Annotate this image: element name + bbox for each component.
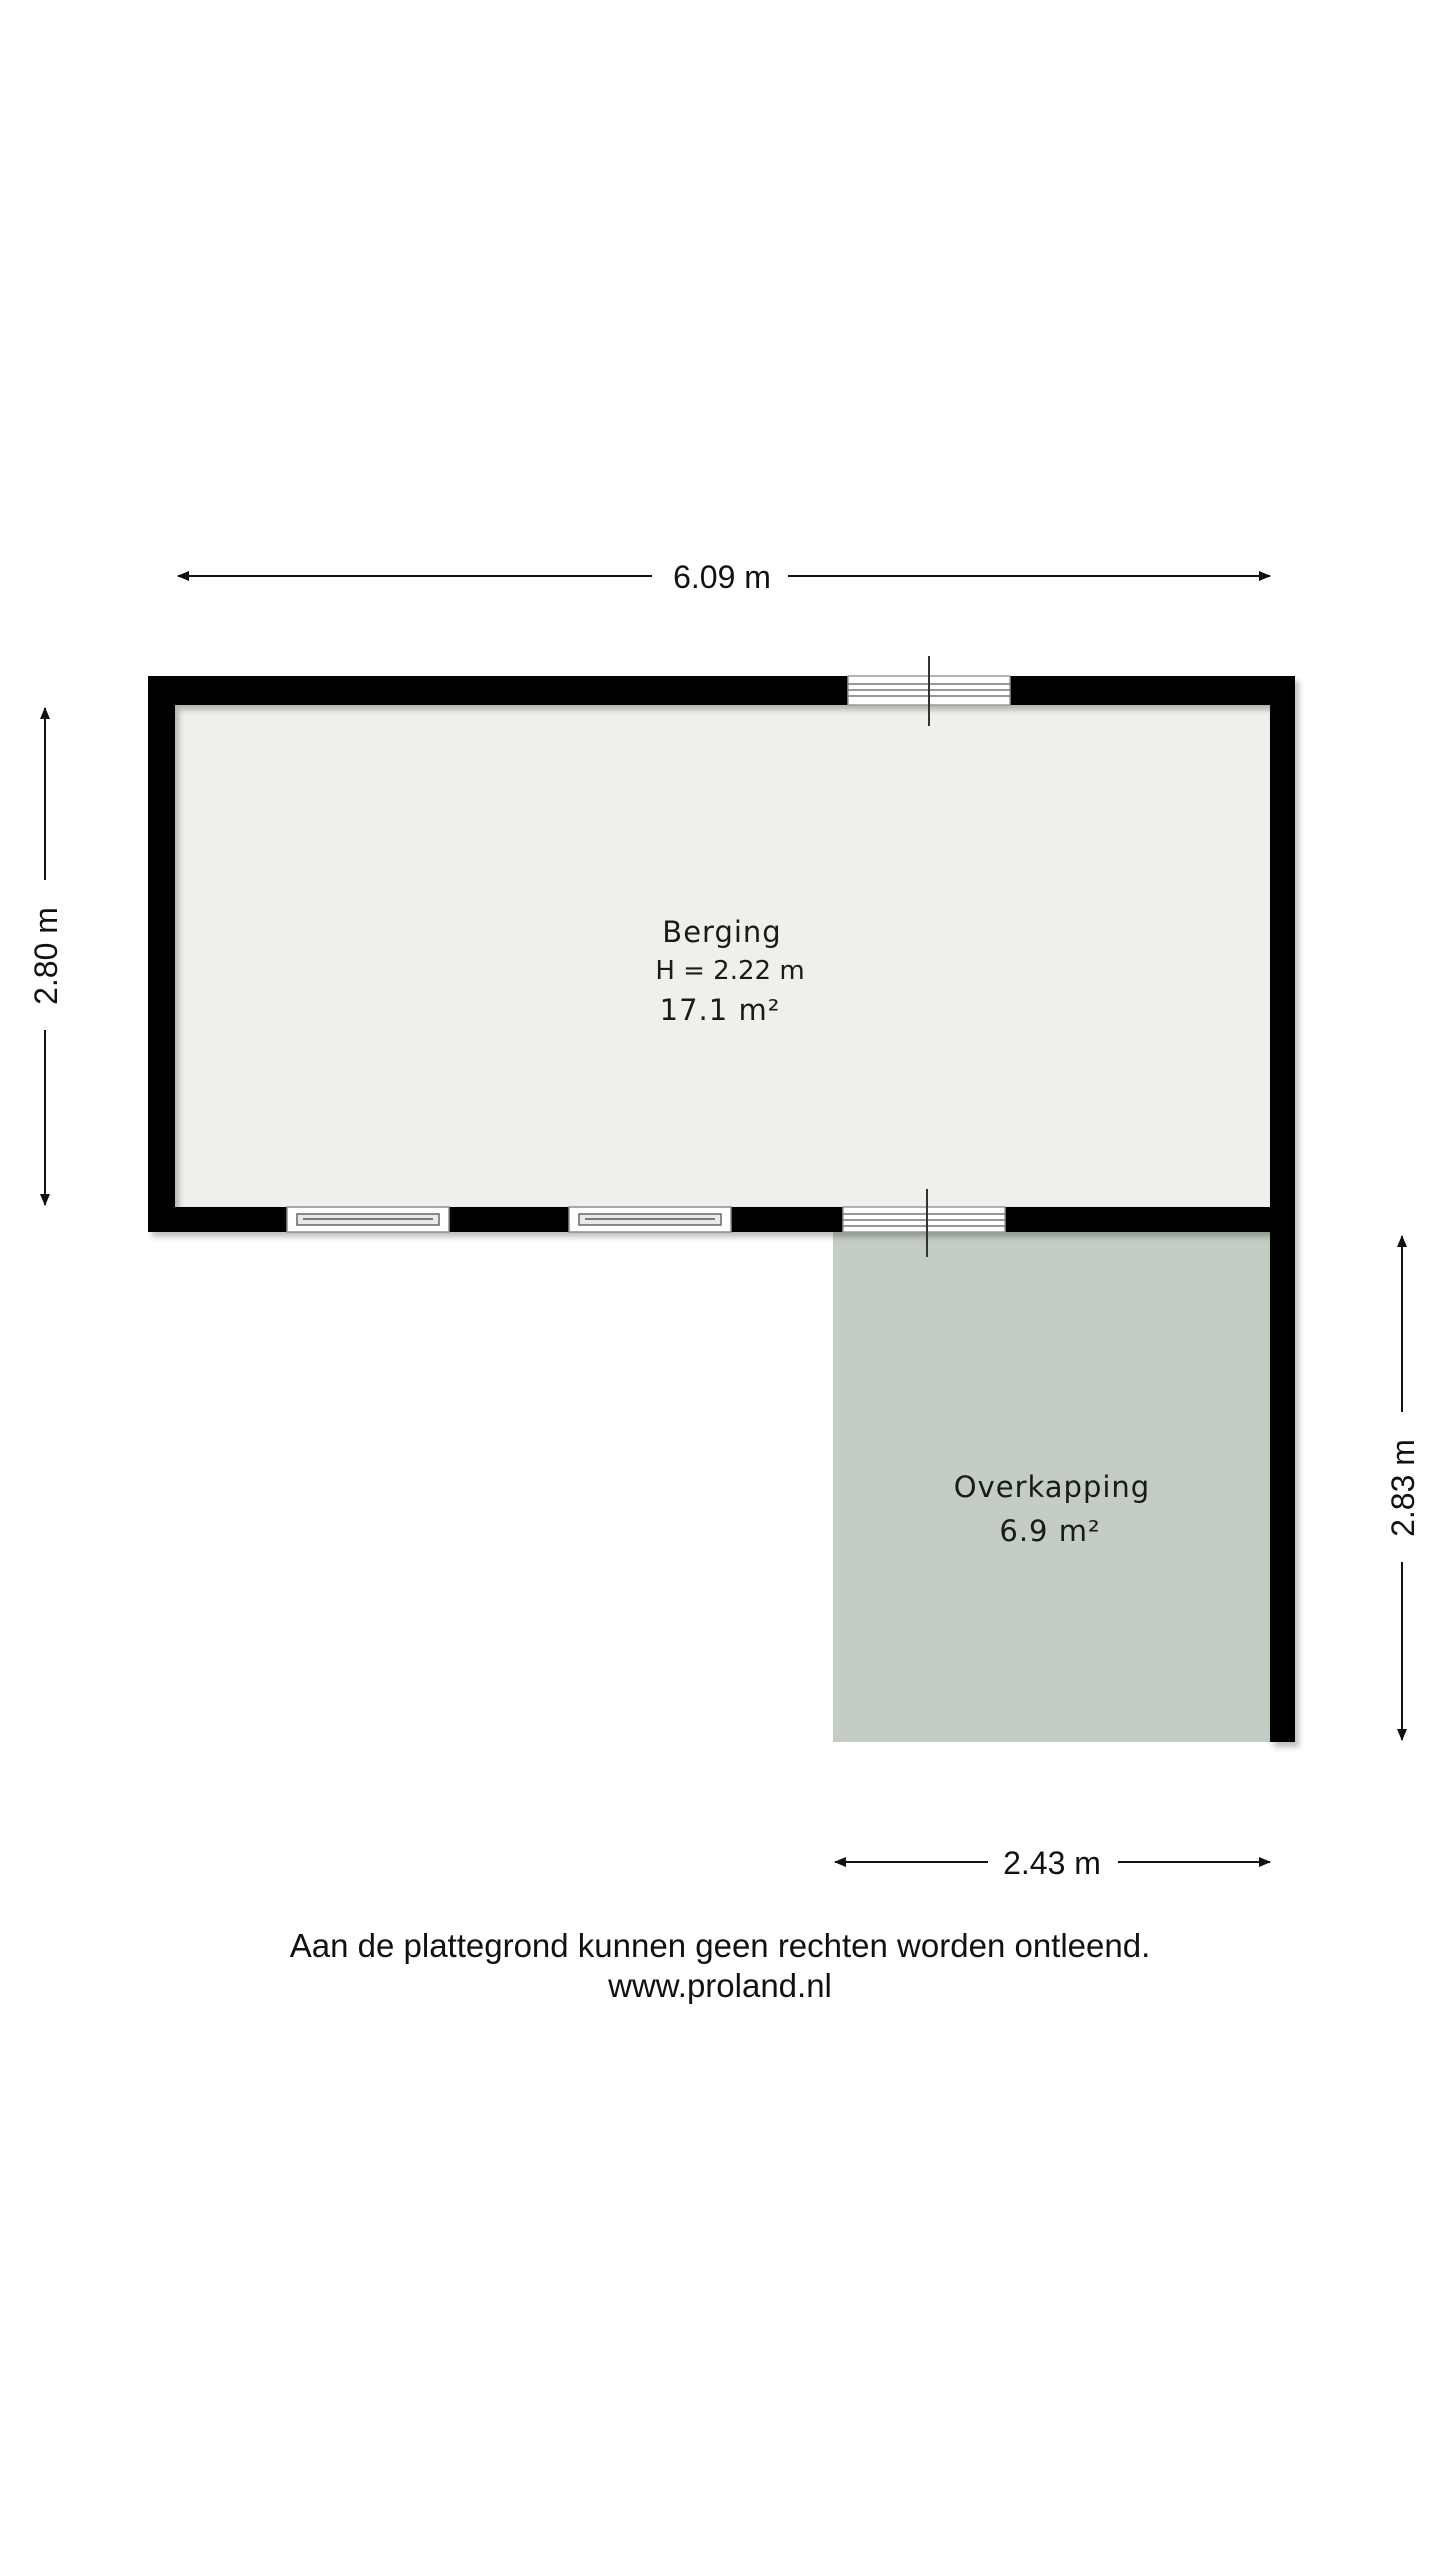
dimension-right [1385, 1236, 1421, 1740]
wall-top [148, 676, 1295, 705]
dimension-top-label: 6.09 m [673, 559, 771, 595]
footer [0, 1926, 1440, 2006]
wall-right [1270, 676, 1295, 1742]
room-berging-area: 17.1 m² [659, 993, 781, 1027]
dimension-left-label: 2.80 m [28, 907, 64, 1005]
wall-left [148, 676, 175, 1232]
dimension-bottom [835, 1845, 1270, 1881]
dimension-bottom-label: 2.43 m [1003, 1845, 1101, 1881]
footer-disclaimer: Aan de plattegrond kunnen geen rechten worden ontleend. [289, 1927, 1151, 1964]
room-overkapping-area: 6.9 m² [999, 1514, 1101, 1548]
footer-website[interactable]: www.proland.nl [608, 1967, 832, 2004]
dimension-right-label: 2.83 m [1385, 1439, 1421, 1537]
bottom-window-1 [287, 1207, 449, 1232]
room-berging-name: Berging [662, 915, 782, 949]
room-overkapping-name: Overkapping [953, 1470, 1151, 1504]
dimension-left [28, 708, 64, 1205]
bottom-window-2 [569, 1207, 731, 1232]
dimension-top [178, 559, 1270, 595]
room-berging-height: H = 2.22 m [655, 956, 805, 986]
